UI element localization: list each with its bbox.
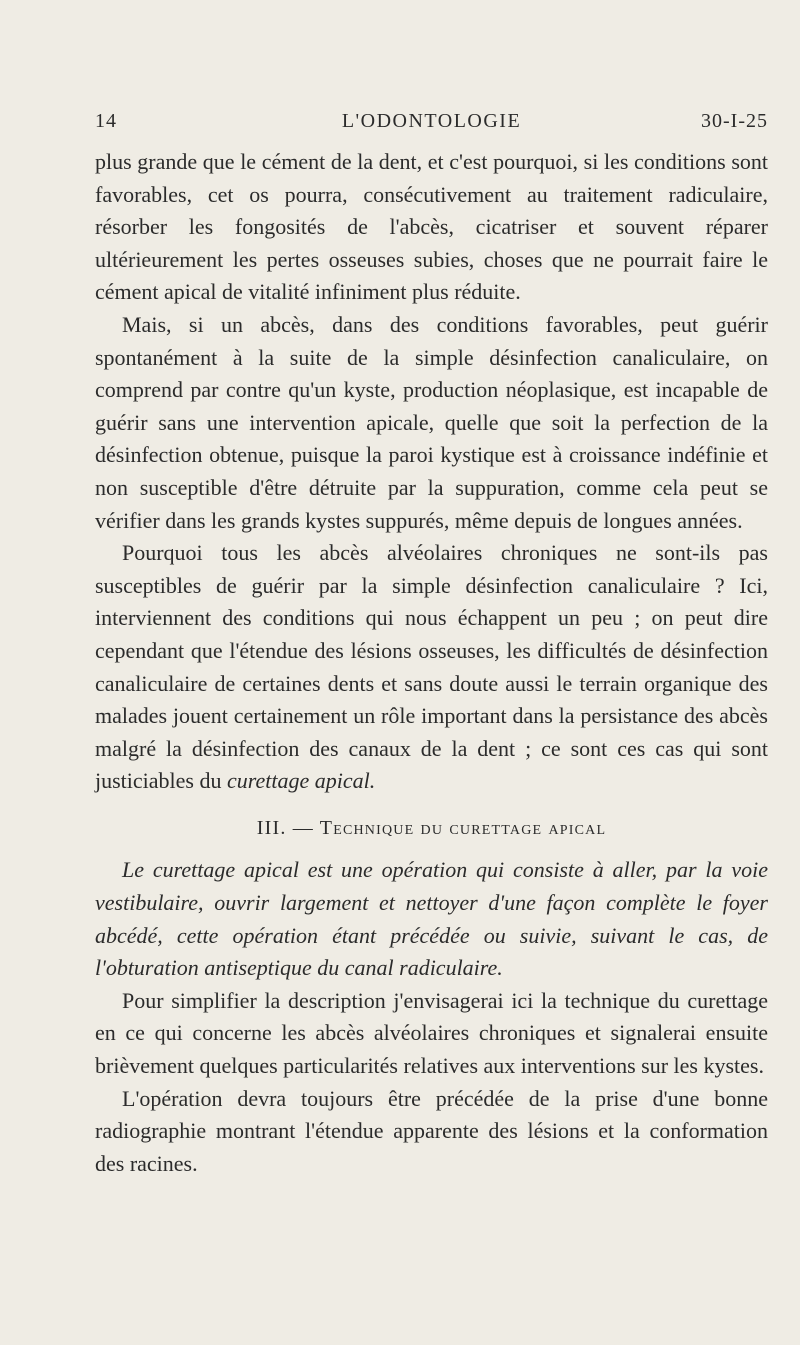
paragraph-abscess-vs-cyst: Mais, si un abcès, dans des conditions favorables, peut guérir spontanément à la suite de la simple désinfection canaliculaire, on comprend par contre qu'un kyste, production néoplasique, est incapable de guérir sans une intervention apicale, quelle que soit la perfection de la désinfection obtenue, puisque la paroi kystique est à croissance indéfinie et non susceptible d'être détruite par la suppuration, comme cela peut se vérifier dans les grands kystes suppurés, même depuis de longues années. [95, 311, 768, 533]
paragraph-definition: Le curettage apical est une opération qui consiste à aller, par la voie vestibulaire, ouvrir largement et nettoyer d'une façon complète le foyer abcédé, cette opération étant précédée ou suivie, suivant le cas, de l'obturation antiseptique du canal radiculaire. [95, 857, 768, 981]
section-heading: III. — Technique du curettage apical [256, 816, 607, 839]
page-number: 14 [95, 110, 117, 132]
paragraph-radiography: L'opération devra toujours être précédée de la prise d'une bonne radiographie montrant l'étendue apparente des lésions et la conformation des racines. [95, 1085, 768, 1176]
body-text [95, 146, 768, 1180]
paragraph-description-scope: Pour simplifier la description j'envisagerai ici la technique du curettage en ce qui concerne les abcès alvéolaires chroniques et signalerai ensuite brièvement quelques particularités relatives aux interventions sur les kystes. [95, 987, 768, 1079]
journal-title: L'ODONTOLOGIE [341, 110, 522, 132]
book-page [95, 110, 768, 1180]
running-header [95, 110, 768, 146]
curettage-term: curettage apical. [226, 768, 376, 794]
issue-date: 30-I-25 [701, 110, 768, 132]
paragraph-continuation: plus grande que le cément de la dent, et c'est pourquoi, si les conditions sont favorables, cet os pourra, consécutivement au traitement radiculaire, résorber les fongosités de l'abcès, cicatriser et souvent réparer ultérieurement les pertes osseuses subies, choses que ne pourrait faire le cément apical de vitalité infiniment plus réduite. [95, 149, 768, 305]
paragraph-chronic-abscess-text: Pourquoi tous les abcès alvéolaires chroniques ne sont-ils pas susceptibles de guérir par la simple désinfection canaliculaire ? Ici, interviennent des conditions qui nous échappent un peu ; on peut dire cependant que l'étendue des lésions osseuses, les difficultés de désinfection canaliculaire de certaines dents et sans doute aussi le terrain organique des malades jouent certainement un rôle important dans la persistance des abcès malgré la désinfection des canaux de la dent ; ce sont ces cas qui sont justiciables du [95, 540, 768, 794]
paragraph-chronic-abscess [95, 537, 768, 798]
